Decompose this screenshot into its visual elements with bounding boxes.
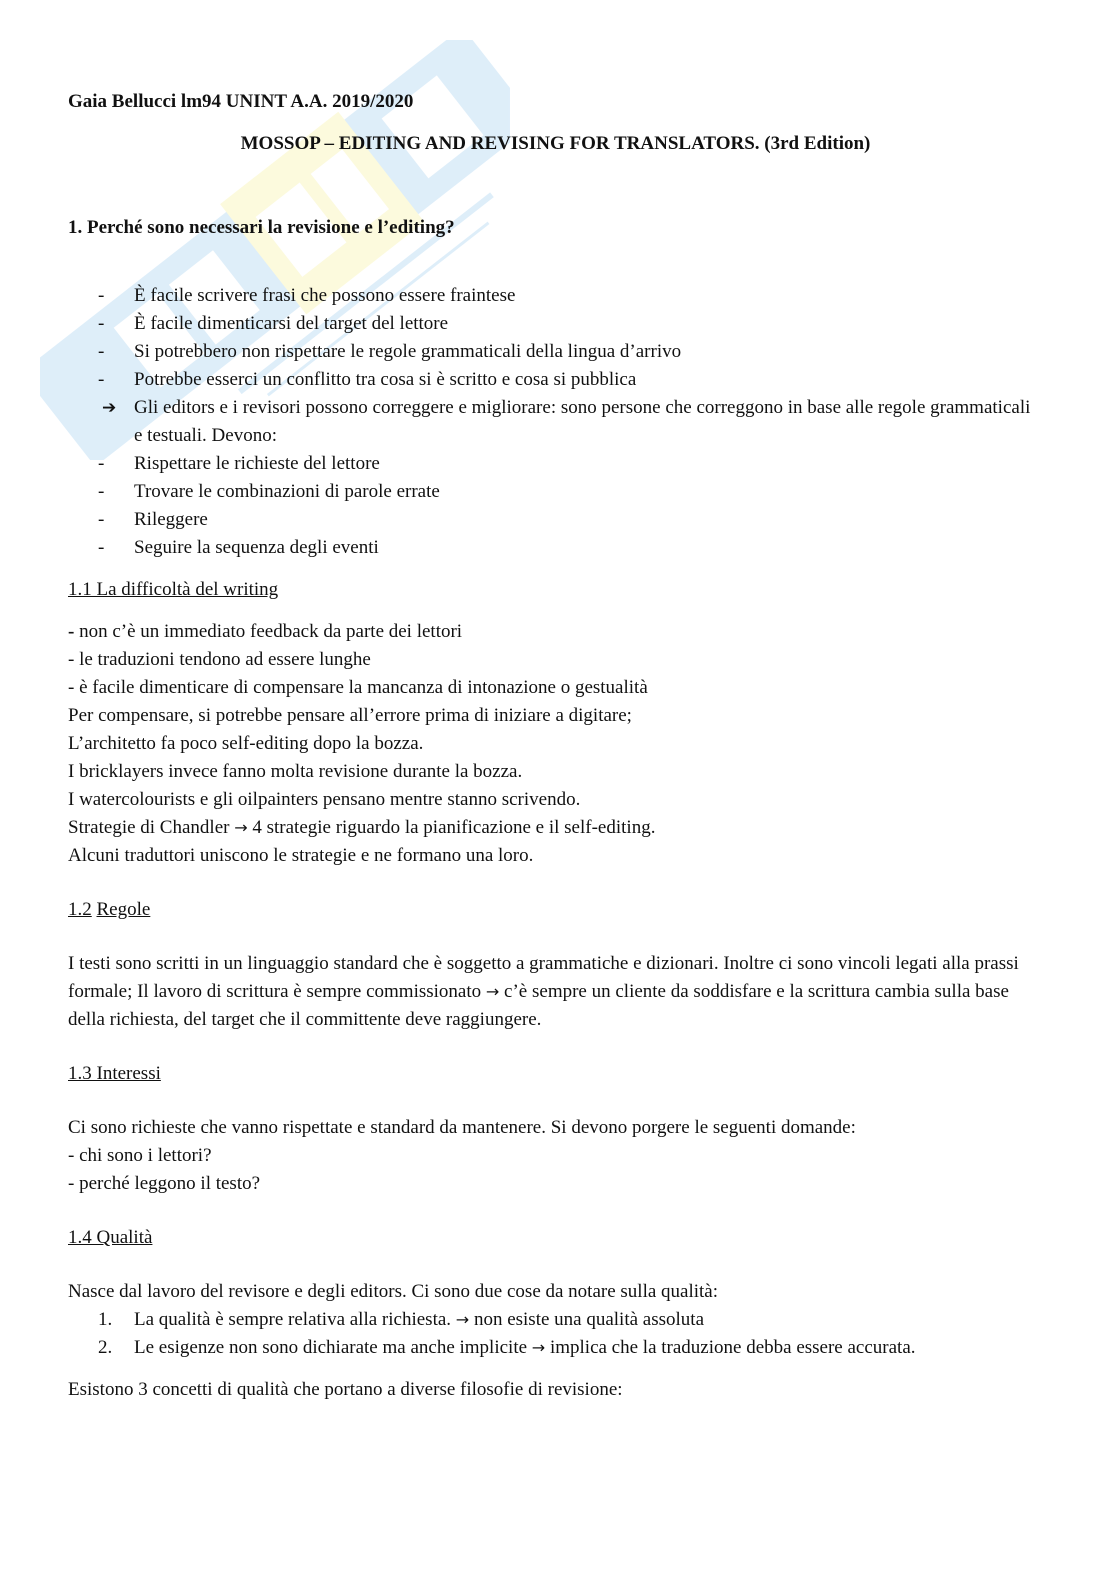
list-item: - È facile scrivere frasi che possono essere fraintese	[98, 285, 516, 306]
section-1-1-heading: 1.1 La difficoltà del writing	[68, 579, 279, 600]
section-1-3-heading: 1.3 Interessi	[68, 1063, 161, 1084]
section-1-4-intro: Nasce dal lavoro del revisore e degli editors. Ci sono due cose da notare sulla qualità:	[68, 1281, 719, 1302]
list-item: - Si potrebbero non rispettare le regole grammaticali della lingua d’arrivo	[98, 341, 682, 362]
quality-list	[68, 1306, 1043, 1362]
text-line: Alcuni traduttori uniscono le strategie e ne formano una loro.	[68, 845, 534, 866]
section-1-4-outro: Esistono 3 concetti di qualità che portano a diverse filosofie di revisione:	[68, 1379, 623, 1400]
list-item: - Rileggere	[98, 509, 208, 530]
section-1-heading: 1. Perché sono necessari la revisione e l’editing?	[68, 217, 455, 238]
text-line: - non c’è un immediato feedback da parte dei lettori	[68, 621, 463, 642]
document-page	[68, 88, 1043, 1404]
text-line: - le traduzioni tendono ad essere lunghe	[68, 649, 371, 670]
section-1-4-heading: 1.4 Qualità	[68, 1227, 153, 1248]
section-1-2-paragraph: I testi sono scritti in un linguaggio standard che è soggetto a grammatiche e dizionari. Inoltre ci sono vincoli legati alla prassi formale; Il lavoro di scrittura è sempre commissionato → c’è sempre un cliente da soddisfare e la scrittura cambia sulla base della richiesta, del target che il committente deve raggiungere.	[68, 953, 1019, 1030]
arrow-icon: →	[455, 1310, 470, 1329]
document-title: MOSSOP – EDITING AND REVISING FOR TRANSLATORS. (3rd Edition)	[240, 133, 871, 154]
list-item: 1. La qualità è sempre relativa alla richiesta. → non esiste una qualità assoluta	[98, 1309, 705, 1330]
arrow-icon: →	[485, 982, 500, 1001]
text-line: Per compensare, si potrebbe pensare all’errore prima di iniziare a digitare;	[68, 705, 632, 726]
text-line: - perché leggono il testo?	[68, 1173, 261, 1194]
section-1-3-body	[68, 1114, 1043, 1198]
text-line: - chi sono i lettori?	[68, 1145, 212, 1166]
list-item: - Rispettare le richieste del lettore	[98, 453, 380, 474]
list-item: - Potrebbe esserci un conflitto tra cosa si è scritto e cosa si pubblica	[98, 369, 637, 390]
list-item: - Seguire la sequenza degli eventi	[98, 537, 379, 558]
text-line: I watercolourists e gli oilpainters pensano mentre stanno scrivendo.	[68, 789, 581, 810]
list-item: - Trovare le combinazioni di parole errate	[98, 481, 440, 502]
section-1-2-heading: 1.2 Regole	[68, 899, 151, 920]
list-item: - È facile dimenticarsi del target del lettore	[98, 313, 449, 334]
text-line: - è facile dimenticare di compensare la mancanza di intonazione o gestualità	[68, 677, 648, 698]
arrow-icon: →	[531, 1338, 546, 1357]
section-1-list	[68, 282, 1043, 562]
arrow-icon: →	[234, 818, 248, 837]
section-1-1-body	[68, 618, 1043, 870]
text-line: L’architetto fa poco self-editing dopo la bozza.	[68, 733, 424, 754]
list-item: ➔ Gli editors e i revisori possono correggere e migliorare: sono persone che correggono in base alle regole grammaticali e testuali. Devono:	[68, 394, 1043, 450]
text-line: Ci sono richieste che vanno rispettate e standard da mantenere. Si devono porgere le seguenti domande:	[68, 1117, 856, 1138]
arrow-icon: ➔	[102, 398, 117, 418]
chandler-line: Strategie di Chandler → 4 strategie riguardo la pianificazione e il self-editing.	[68, 817, 656, 838]
author-line: Gaia Bellucci lm94 UNINT A.A. 2019/2020	[68, 91, 414, 112]
text-line: I bricklayers invece fanno molta revisione durante la bozza.	[68, 761, 523, 782]
list-item: 2. Le esigenze non sono dichiarate ma anche implicite → implica che la traduzione debba essere accurata.	[98, 1337, 916, 1358]
